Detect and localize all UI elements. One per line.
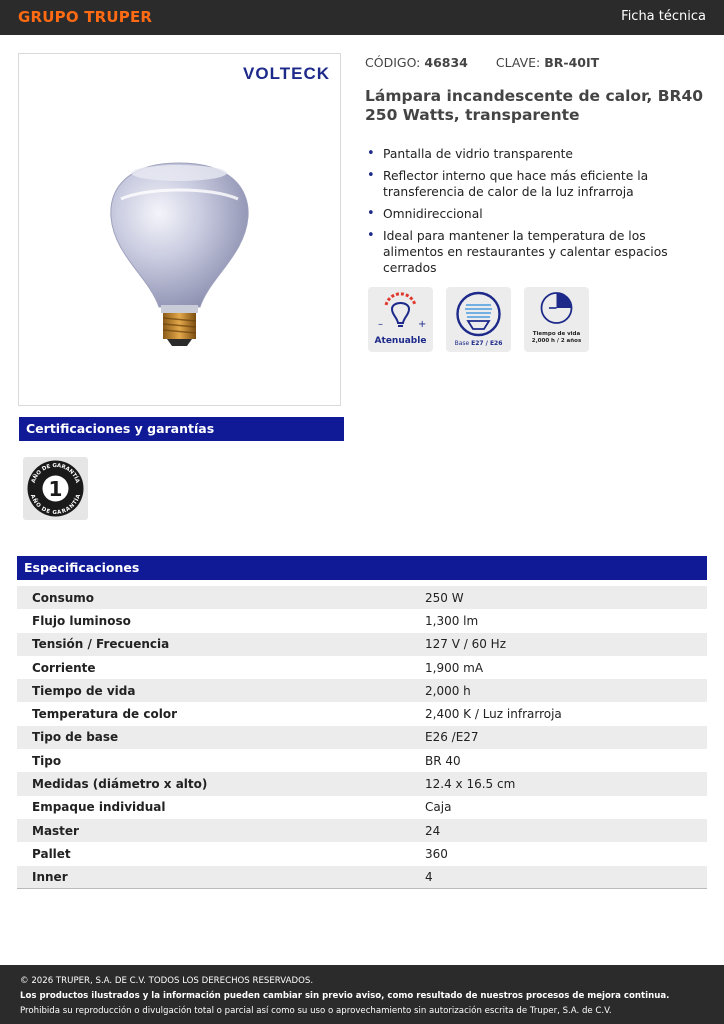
bulb-image [107,159,252,349]
feature-item: • Pantalla de vidrio transparente [367,146,707,162]
feature-list [367,146,707,282]
dimmable-tile [368,287,433,352]
spec-value: 12.4 x 16.5 cm [425,777,516,792]
spec-value: 4 [425,869,433,884]
spec-label: Consumo [32,590,95,605]
feature-item: • Ideal para mantener la temperatura de los alimentos en restaurantes y calentar espacios cerrados [367,228,707,276]
spec-label: Temperatura de color [32,707,177,722]
lifetime-caption-line2: 2,000 h / 2 años [531,338,582,344]
spec-label: Master [32,823,79,838]
table-row [17,679,707,702]
feature-item: • Omnidireccional [367,206,707,222]
warranty-1-year-icon [23,457,88,520]
base-caption [446,340,511,347]
table-row [17,609,707,632]
warranty-number: 1 [48,477,63,501]
warranty-tile [23,457,88,520]
footer-copyright: © 2026 TRUPER, S.A. DE C.V. TODOS LOS DERECHOS RESERVADOS. [20,976,314,986]
specifications-header: Especificaciones [17,556,707,580]
table-row [17,726,707,749]
spec-value: 1,300 lm [425,613,479,628]
spec-label: Corriente [32,660,96,675]
table-row [17,819,707,842]
lifetime-caption-line1: Tiempo de vida [532,331,581,337]
specifications-table [17,586,707,889]
dimmable-caption: Atenuable [374,336,427,346]
key-value: BR-40IT [544,55,600,70]
table-row [17,866,707,889]
product-image-frame [18,53,341,406]
base-caption-prefix: Base [454,340,472,347]
spec-label: Inner [32,869,68,884]
warranty-text-bottom: AÑO DE GARANTÍA [28,493,83,517]
table-row [17,633,707,656]
table-row [17,842,707,865]
table-row [17,796,707,819]
spec-value: 2,400 K / Luz infrarroja [425,707,562,722]
base-e27-e26-icon [446,287,511,339]
spec-value: E26 /E27 [425,730,479,745]
brand-logo: GRUPO TRUPER [18,8,153,26]
table-row [17,749,707,772]
base-caption-bold: E27 / E26 [471,340,503,347]
spec-value: 250 W [425,590,464,605]
spec-label: Tensión / Frecuencia [32,637,170,652]
certifications-header: Certificaciones y garantías [19,417,344,441]
lifetime-caption [524,331,589,345]
spec-value: 360 [425,846,448,861]
dim-plus: + [418,319,427,330]
code-value: 46834 [424,55,468,70]
spec-value: Caja [425,800,452,815]
volteck-logo: VOLTECK [243,64,330,83]
spec-value: BR 40 [425,753,461,768]
top-header [0,0,724,35]
spec-value: 1,900 mA [425,660,484,675]
spec-label: Empaque individual [32,800,166,815]
key-label: CLAVE: [495,55,541,70]
spec-label: Tiempo de vida [32,683,136,698]
document-type: Ficha técnica [621,9,706,24]
footer-legal: Prohibida su reproducción o divulgación total o parcial así como su uso o aprovechamiento sin autorización escrita de Truper, S.A. de C.V. [20,1006,612,1016]
base-tile [446,287,511,352]
code-label: CÓDIGO: [365,55,421,70]
spec-value: 24 [425,823,441,838]
table-row [17,656,707,679]
table-row [17,586,707,609]
spec-label: Tipo de base [32,730,119,745]
lifetime-tile [524,287,589,352]
feature-item: • Reflector interno que hace más eficiente la transferencia de calor de la luz infrarroja [367,168,707,200]
spec-value: 127 V / 60 Hz [425,637,507,652]
dim-minus: – [378,319,383,330]
product-title: Lámpara incandescente de calor, BR40 250 Watts, transparente [365,87,704,124]
warranty-text-top: AÑO DE GARANTÍA [30,462,81,484]
spec-label: Flujo luminoso [32,613,131,628]
footer-notice: Los productos ilustrados y la información pueden cambiar sin previo aviso, como resultado de nuestros procesos de mejora continua. [20,991,670,1001]
dimmable-bulb-icon [368,287,433,337]
table-row [17,772,707,795]
spec-label: Pallet [32,846,71,861]
spec-label: Medidas (diámetro x alto) [32,777,208,792]
product-codes [365,55,599,70]
page-footer [0,965,724,1024]
spec-label: Tipo [32,753,62,768]
lifetime-clock-icon [524,287,589,331]
spec-value: 2,000 h [425,683,471,698]
table-row [17,702,707,725]
